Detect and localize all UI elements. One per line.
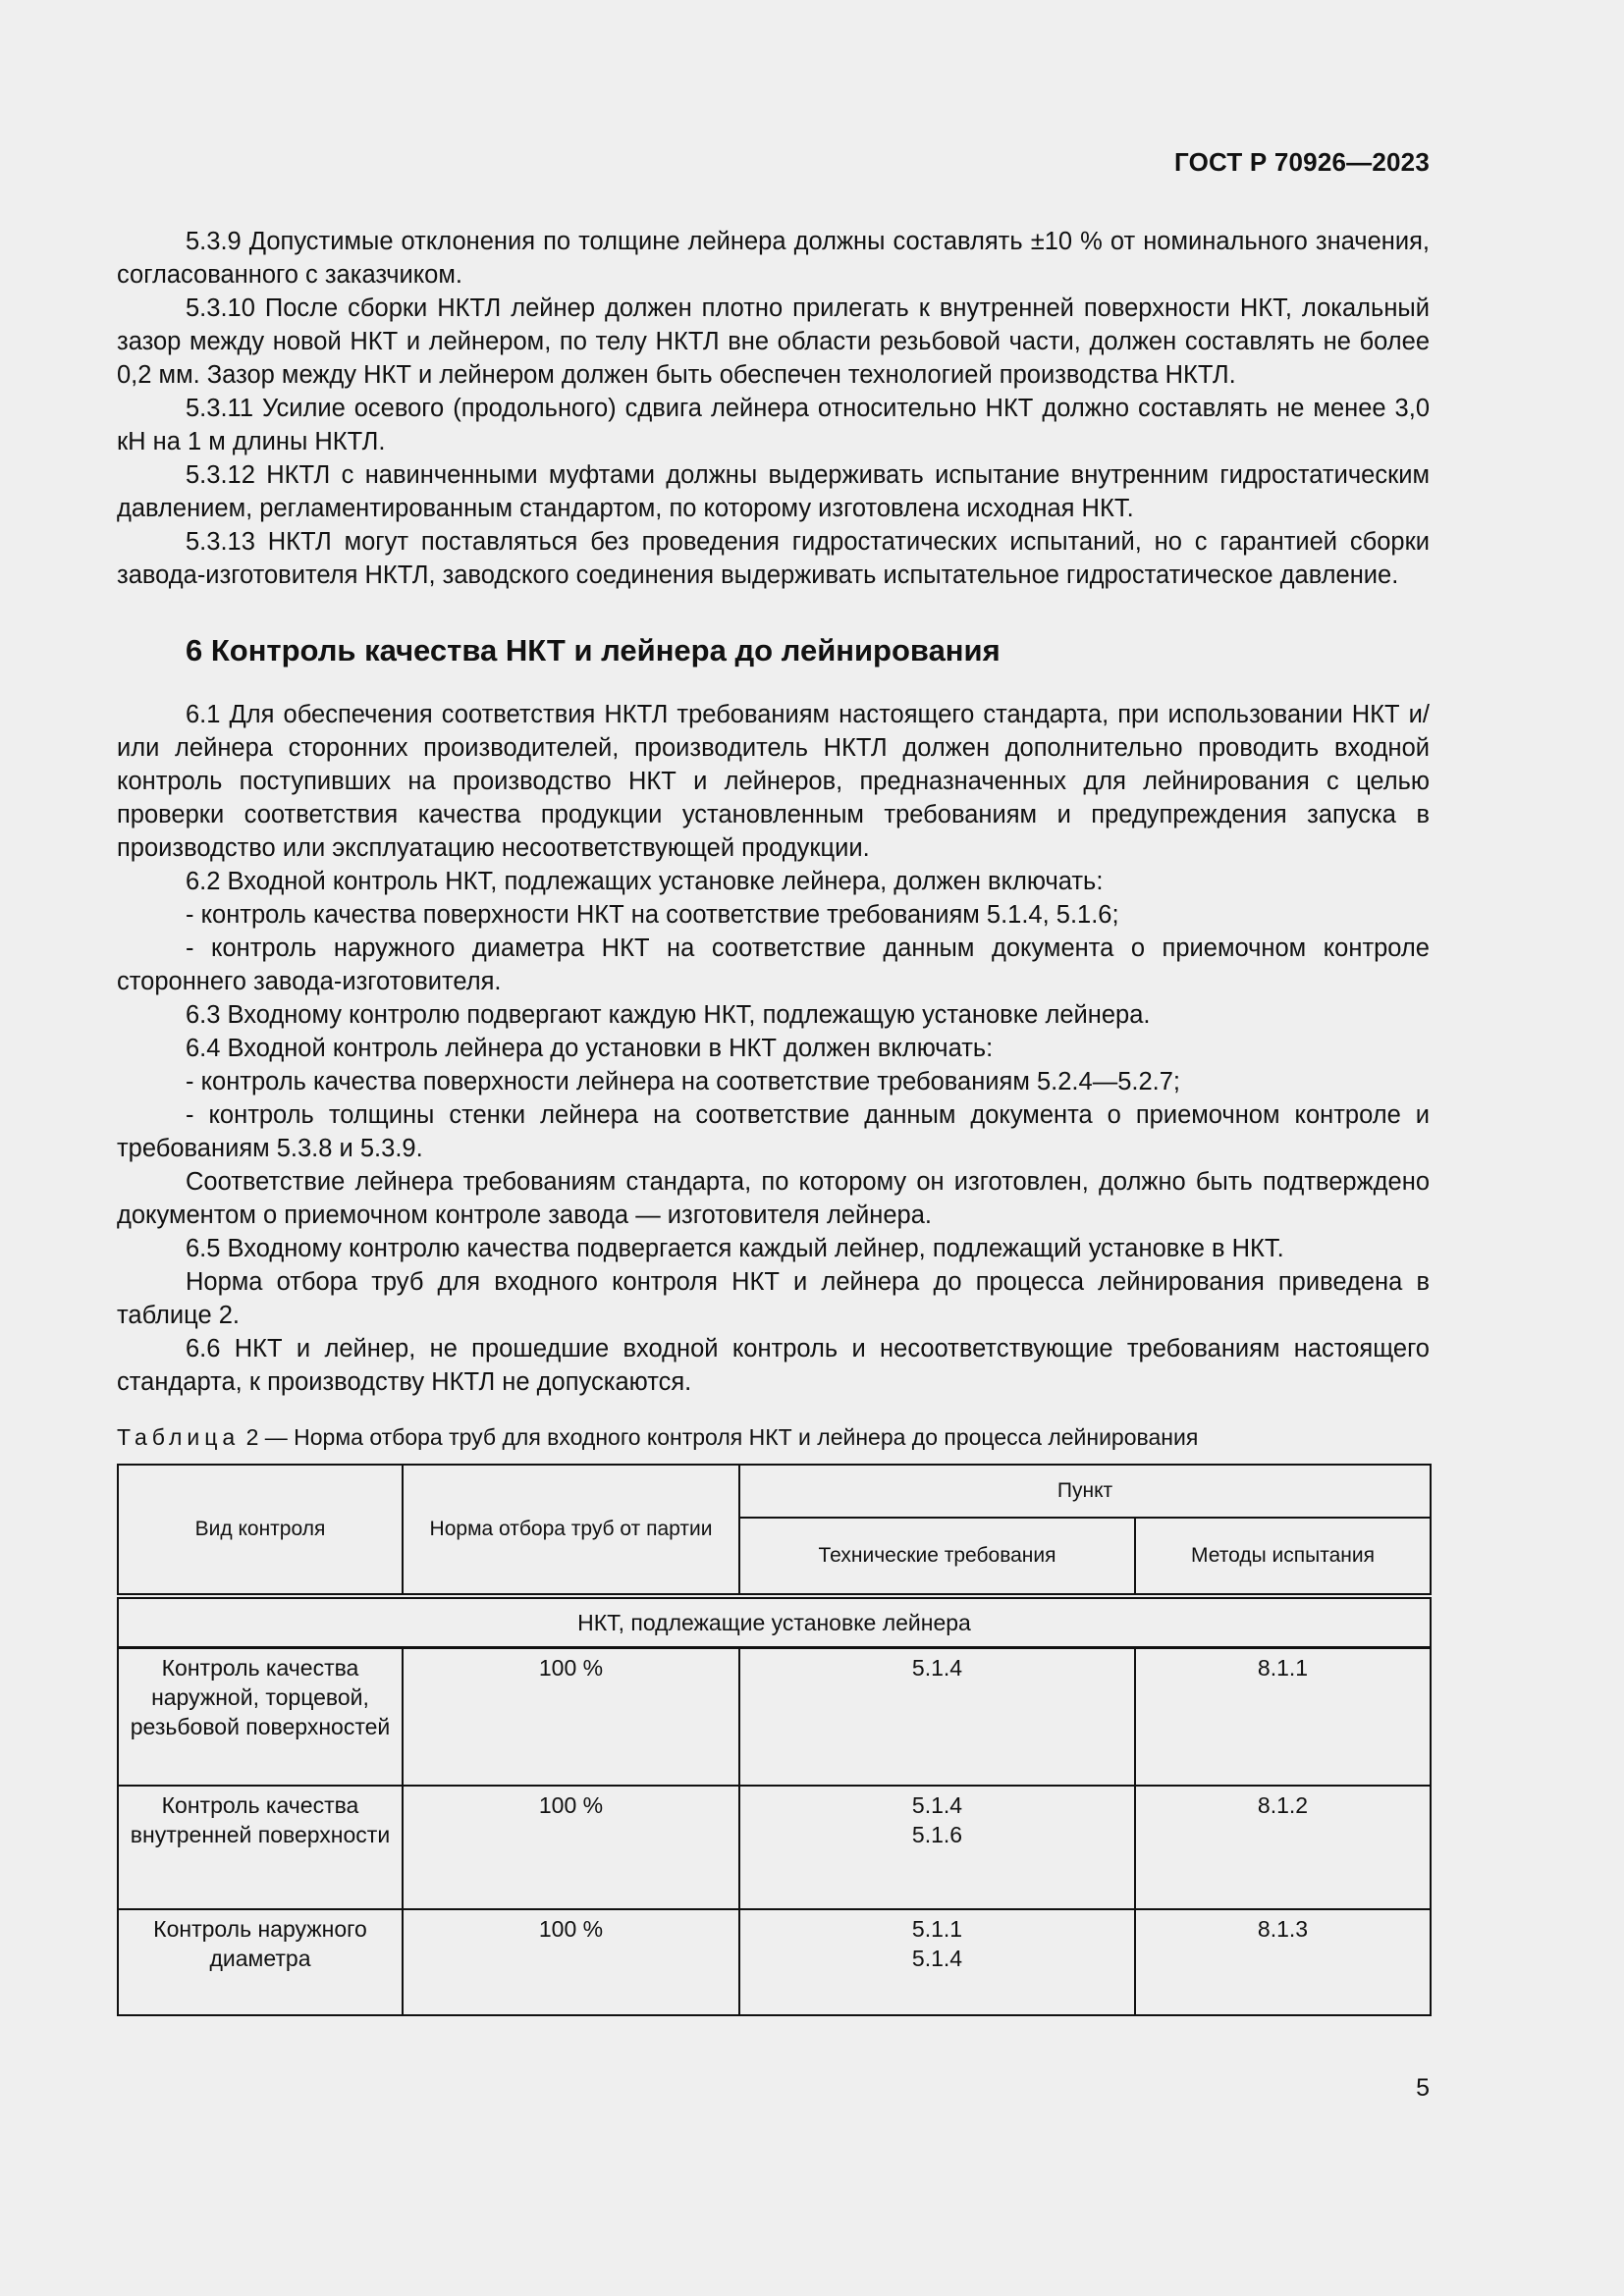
list-item-6-4-a: - контроль качества поверхности лейнера на соответствие требованиям 5.2.4—5.2.7; xyxy=(186,1068,1180,1095)
cell-tech xyxy=(739,1648,1135,1787)
header-control-type: Вид контроля xyxy=(118,1465,403,1596)
paragraph-6-1: 6.1 Для обеспечения соответствия НКТЛ требованиям настоящего стандарта, при использовании НКТ и/или лейнера сторонних производителей, производитель НКТЛ должен дополнительно проводить входной контроль поступивших на производство НКТ и лейнеров, предназначенных для лейнирования с целью проверки соответствия качества продукции установленным требованиям и предупреждения запуска в производство или эксплуатацию несоответствующей продукции. xyxy=(117,701,1430,862)
cell-tech-line: 5.1.4 xyxy=(911,1655,963,1681)
table-2-caption xyxy=(117,1422,1430,1452)
paragraph-5-3-13: 5.3.13 НКТЛ могут поставляться без проведения гидростатических испытаний, но с гарантией сборки завода-изготовителя НКТЛ, заводского соединения выдерживать испытательное гидростатическое давление. xyxy=(117,528,1430,589)
paragraph-5-3-9: 5.3.9 Допустимые отклонения по толщине лейнера должны составлять ±10 % от номинального значения, согласованного с заказчиком. xyxy=(117,228,1430,289)
page-number: 5 xyxy=(1416,2074,1430,2102)
table-section-row xyxy=(118,1596,1431,1648)
cell-norm: 100 % xyxy=(403,1786,739,1909)
cell-tech-line: 5.1.1 xyxy=(911,1916,963,1942)
paragraph-6-2: 6.2 Входной контроль НКТ, подлежащих установке лейнера, должен включать: xyxy=(186,868,1104,895)
cell-tech xyxy=(739,1786,1135,1909)
paragraph-5-3-12: 5.3.12 НКТЛ с навинченными муфтами должны выдерживать испытание внутренним гидростатическим давлением, регламентированным стандартом, по которому изготовлена исходная НКТ. xyxy=(117,461,1430,522)
table-caption-prefix: Таблица xyxy=(117,1424,241,1450)
table-row xyxy=(118,1786,1431,1909)
header-clause: Пункт xyxy=(739,1465,1431,1518)
cell-tech xyxy=(739,1909,1135,2015)
section-6-heading: 6 Контроль качества НКТ и лейнера до лейнирования xyxy=(186,633,1001,667)
list-item-6-4-b: - контроль толщины стенки лейнера на соответствие данным документа о приемочном контроле и требованиям 5.3.8 и 5.3.9. xyxy=(117,1101,1430,1162)
list-item-6-2-a: - контроль качества поверхности НКТ на соответствие требованиям 5.1.4, 5.1.6; xyxy=(186,901,1119,929)
cell-tech-line: 5.1.4 xyxy=(911,1946,963,1971)
cell-control-type: Контроль качества наружной, торцевой, резьбовой поверхностей xyxy=(118,1648,403,1787)
header-test-methods: Методы испытания xyxy=(1135,1518,1431,1596)
cell-control-type: Контроль качества внутренней поверхности xyxy=(118,1786,403,1909)
paragraph-6-4: 6.4 Входной контроль лейнера до установки в НКТ должен включать: xyxy=(186,1035,994,1062)
cell-norm: 100 % xyxy=(403,1648,739,1787)
cell-tech-line: 5.1.4 xyxy=(911,1792,963,1818)
table-header-row xyxy=(118,1465,1431,1518)
cell-norm: 100 % xyxy=(403,1909,739,2015)
cell-tech-line: 5.1.6 xyxy=(911,1822,963,1847)
header-sampling-norm: Норма отбора труб от партии xyxy=(403,1465,739,1596)
paragraph-5-3-10: 5.3.10 После сборки НКТЛ лейнер должен плотно прилегать к внутренней поверхности НКТ, локальный зазор между новой НКТ и лейнером, по телу НКТЛ вне области резьбовой части, должен составлять не более 0,2 мм. Зазор между НКТ и лейнером должен быть обеспечен технологией производства НКТЛ. xyxy=(117,294,1430,389)
section-row-label: НКТ, подлежащие установке лейнера xyxy=(118,1596,1431,1648)
cell-methods: 8.1.1 xyxy=(1135,1648,1431,1787)
table-row xyxy=(118,1648,1431,1787)
paragraph-6-6: 6.6 НКТ и лейнер, не прошедшие входной контроль и несоответствующие требованиям настоящего стандарта, к производству НКТЛ не допускаются. xyxy=(117,1335,1430,1396)
paragraph-6-3: 6.3 Входному контролю подвергают каждую НКТ, подлежащую установке лейнера. xyxy=(186,1001,1151,1029)
paragraph-5-3-11: 5.3.11 Усилие осевого (продольного) сдвига лейнера относительно НКТ должно составлять не менее 3,0 кН на 1 м длины НКТЛ. xyxy=(117,395,1430,455)
page-content xyxy=(117,225,1430,2016)
cell-control-type: Контроль наружного диаметра xyxy=(118,1909,403,2015)
table-2 xyxy=(117,1464,1432,2016)
paragraph-6-5-note: Норма отбора труб для входного контроля НКТ и лейнера до процесса лейнирования приведена в таблице 2. xyxy=(117,1268,1430,1329)
table-row xyxy=(118,1909,1431,2015)
paragraph-6-4-note: Соответствие лейнера требованиям стандарта, по которому он изготовлен, должно быть подтверждено документом о приемочном контроле завода — изготовителя лейнера. xyxy=(117,1168,1430,1229)
table-caption-text: 2 — Норма отбора труб для входного контроля НКТ и лейнера до процесса лейнирования xyxy=(240,1424,1199,1450)
cell-methods: 8.1.3 xyxy=(1135,1909,1431,2015)
paragraph-6-5: 6.5 Входному контролю качества подвергается каждый лейнер, подлежащий установке в НКТ. xyxy=(186,1235,1284,1262)
cell-methods: 8.1.2 xyxy=(1135,1786,1431,1909)
document-standard-number: ГОСТ Р 70926—2023 xyxy=(1174,147,1430,177)
list-item-6-2-b: - контроль наружного диаметра НКТ на соответствие данным документа о приемочном контроле стороннего завода-изготовителя. xyxy=(117,934,1430,995)
header-tech-requirements: Технические требования xyxy=(739,1518,1135,1596)
